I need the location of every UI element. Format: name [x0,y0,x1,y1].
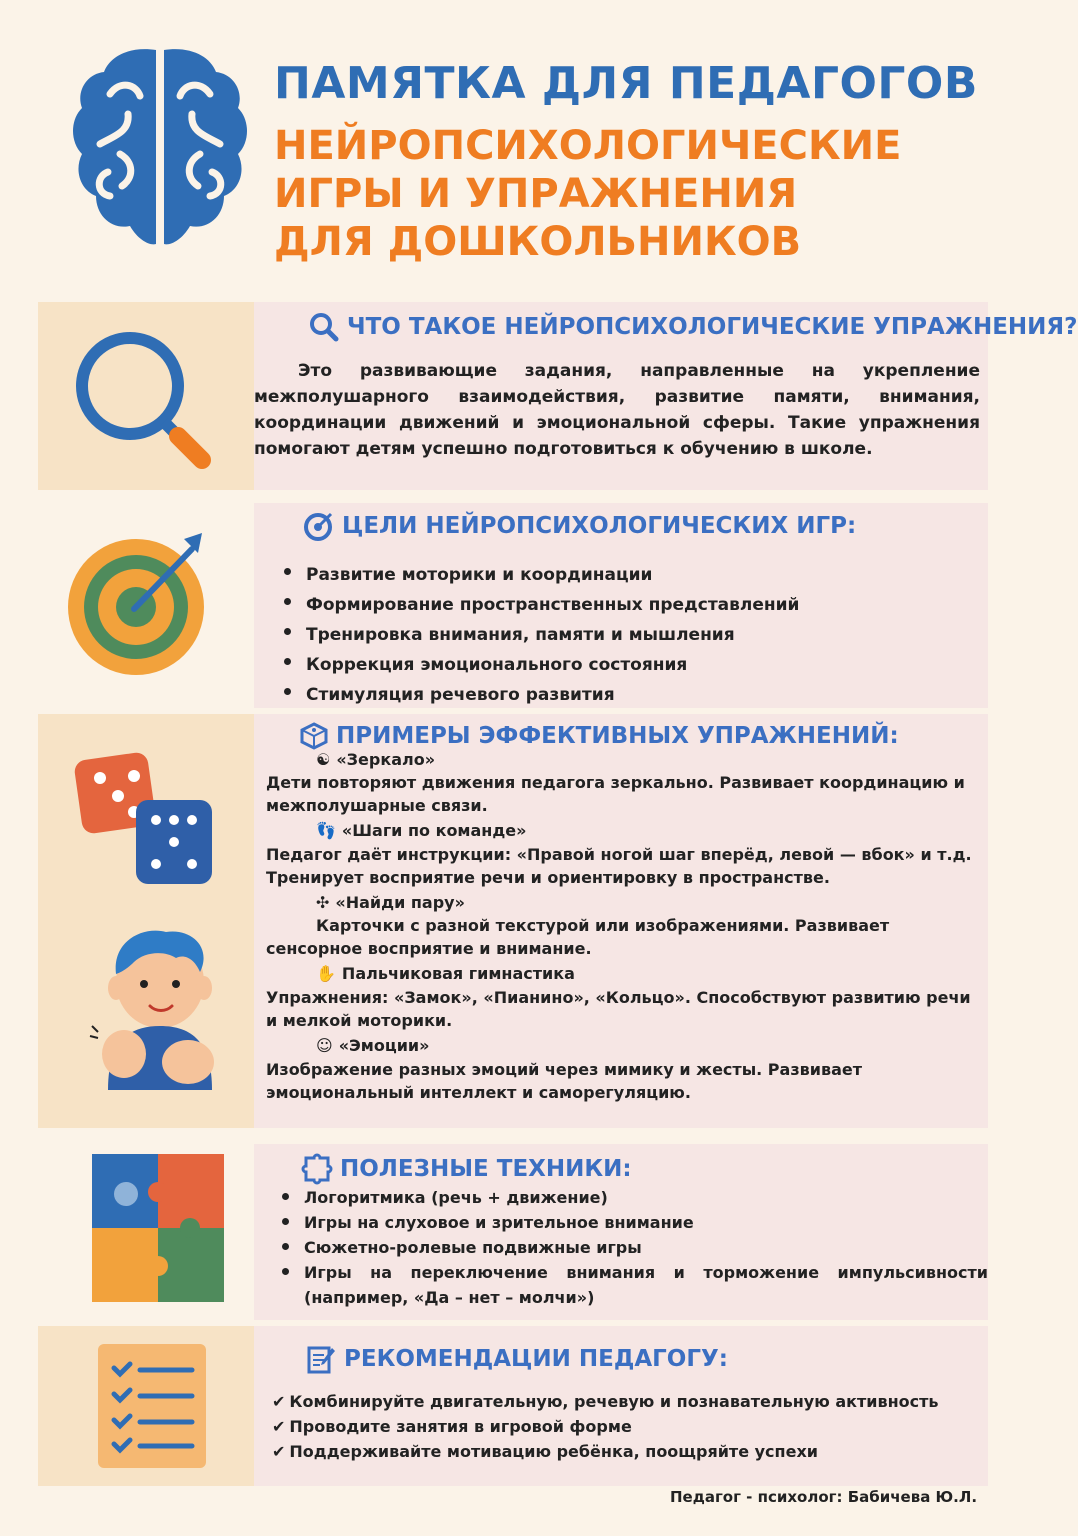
heading-text: РЕКОМЕНДАЦИИ ПЕДАГОГУ: [344,1346,728,1372]
example-title-text: «Эмоции» [338,1036,430,1055]
list-item: Игры на переключение внимания и торможение импульсивности (например, «Да – нет – молчи») [278,1260,988,1310]
puzzle-illustration [92,1154,224,1302]
example-text: Упражнения: «Замок», «Пианино», «Кольцо». Способствуют развитию речи и мелкой моторики. [266,988,971,1030]
section-illustration [38,503,254,708]
list-item: Игры на слуховое и зрительное внимание [278,1210,988,1235]
list-item-text: Комбинируйте двигательную, речевую и познавательную активность [289,1392,939,1411]
list-item: Формирование пространственных представлений [280,590,799,620]
checklist-illustration [98,1344,210,1470]
section-what [38,302,1078,490]
heading-text: ПРИМЕРЫ ЭФФЕКТИВНЫХ УПРАЖНЕНИЙ: [336,723,899,749]
section-techniques [38,1144,988,1320]
example-title [316,750,435,769]
list-item-text: Поддерживайте мотивацию ребёнка, поощряйте успехи [289,1442,818,1461]
example-title [316,893,465,912]
list-item [272,1439,939,1464]
example-title [316,821,526,840]
example-title [316,1036,429,1055]
magnifier-icon [68,326,218,471]
list-item-text: Проводите занятия в игровой форме [289,1417,632,1436]
target-icon [66,527,216,677]
memo-icon [306,1344,336,1374]
heading-text: ПОЛЕЗНЫЕ ТЕХНИКИ: [340,1156,632,1182]
section-illustration [38,302,254,490]
puzzle-small-icon [302,1154,332,1184]
heading-text: ЧТО ТАКОЕ НЕЙРОПСИХОЛОГИЧЕСКИЕ УПРАЖНЕНИЯ? [347,314,1078,340]
section-goals [38,503,988,708]
list-item: Логоритмика (речь + движение) [278,1185,988,1210]
example-text: Дети повторяют движения педагога зеркально. Развивает координацию и межполушарные связи. [266,773,965,815]
list-item [272,1389,939,1414]
checkmark-icon: ✔ [272,1392,286,1411]
goals-list [280,560,799,710]
subtitle-line: ДЛЯ ДОШКОЛЬНИКОВ [274,219,802,265]
list-item: Стимуляция речевого развития [280,680,799,710]
subtitle-line: НЕЙРОПСИХОЛОГИЧЕСКИЕ [274,123,902,169]
techniques-list [278,1185,988,1310]
section-content [254,1144,988,1320]
example-text: Педагог даёт инструкции: «Правой ногой шаг вперёд, левой — вбок» и т.д. Тренирует восприятие речи и ориентировку в пространстве. [266,845,972,887]
subtitle-line: ИГРЫ И УПРАЖНЕНИЯ [274,171,798,217]
child-illustration [88,922,228,1092]
section-recommendations [38,1326,988,1486]
recommendations-list [272,1389,939,1464]
section-heading [302,1154,632,1184]
section-content [254,302,1078,490]
section-heading [306,1344,728,1374]
example-text: Изображение разных эмоций через мимику и жесты. Развивает эмоциональный интеллект и саморегуляцию. [266,1060,863,1102]
section-illustration [38,714,254,1128]
masks-icon: ☺ [316,1036,333,1055]
section-heading [309,312,1078,342]
example-title-text: «Зеркало» [336,750,436,769]
puzzle-icon: ✣ [316,893,330,912]
list-item [272,1414,939,1439]
section-illustration [38,1326,254,1486]
heading-text: ЦЕЛИ НЕЙРОПСИХОЛОГИЧЕСКИХ ИГР: [342,513,857,539]
dice-small-icon [300,722,328,750]
author-credit: Педагог - психолог: Бабичева Ю.Л. [670,1488,978,1506]
page-subtitle [274,122,901,266]
search-icon [309,312,339,342]
example-title-text: «Шаги по команде» [341,821,527,840]
target-small-icon [304,511,334,541]
section-content [254,503,988,708]
section-illustration [38,1144,254,1320]
section-content [254,714,988,1128]
page-title: ПАМЯТКА ДЛЯ ПЕДАГОГОВ [274,58,978,109]
checkmark-icon: ✔ [272,1442,286,1461]
what-description: Это развивающие задания, направленные на укрепление межполушарного взаимодействия, развитие памяти, внимания, координации движений и эмоциональной сферы. Такие упражнения помогают детям успешно подготовиться к обучению в школе. [254,361,980,459]
list-item: Тренировка внимания, памяти и мышления [280,620,799,650]
example-title-text: Пальчиковая гимнастика [341,964,575,983]
footprints-icon: 👣 [316,821,336,840]
list-item: Сюжетно-ролевые подвижные игры [278,1235,988,1260]
section-examples [38,714,988,1128]
dice-icon [72,744,222,894]
example-title-text: «Найди пару» [335,893,465,912]
list-item: Развитие моторики и координации [280,560,799,590]
example-text: Карточки с разной текстурой или изображениями. Развивает сенсорное восприятие и внимание. [266,916,890,958]
mirror-icon: ☯ [316,750,331,769]
example-title [316,964,575,983]
section-heading [304,511,856,541]
section-heading [300,722,899,750]
hand-icon: ✋ [316,964,336,983]
section-content [254,1326,988,1486]
checkmark-icon: ✔ [272,1417,286,1436]
brain-icon [70,44,250,250]
list-item: Коррекция эмоционального состояния [280,650,799,680]
